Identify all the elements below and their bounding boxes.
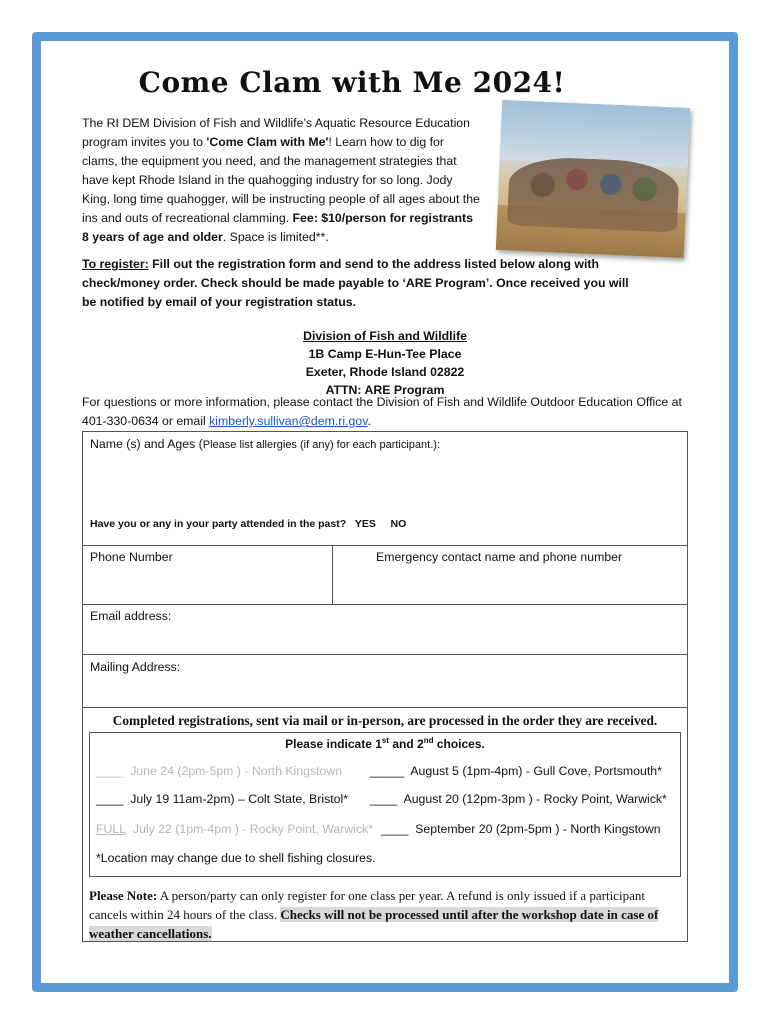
phone-divider [332, 546, 333, 604]
class-option-3[interactable]: ____ July 19 11am-2pm) – Colt State, Bristol* [96, 792, 348, 806]
email-link[interactable]: kimberly.sullivan@dem.ri.gov [209, 414, 368, 428]
class-option-2[interactable]: _____ August 5 (1pm-4pm) - Gull Cove, Portsmouth* [370, 764, 662, 778]
class-option-1[interactable]: ____ June 24 (2pm-5pm ) - North Kingstown [96, 764, 343, 778]
intro-limited: . Space is limited**. [222, 230, 329, 244]
names-hint: Please list allergies (if any) for each participant.): [202, 439, 440, 451]
note-label: Please Note: [89, 888, 158, 903]
choices-heading: Please indicate 1st and 2nd choices. [285, 736, 485, 751]
location-note: *Location may change due to shell fishing closures. [96, 851, 376, 865]
please-note [89, 886, 681, 943]
register-instructions [82, 255, 642, 312]
mailing-address-block [42, 327, 728, 399]
class-option-4[interactable]: ____ August 20 (12pm-3pm ) - Rocky Point, Warwick* [370, 792, 667, 806]
choices-box [89, 732, 681, 877]
yes-option[interactable]: YES [354, 518, 376, 530]
names-label: Name (s) and Ages (Please list allergies (if any) for each participant.): [90, 437, 440, 451]
note-highlight: Checks will not be processed until after the workshop date in case of weather cancellations. [89, 907, 659, 941]
emergency-contact-label[interactable]: Emergency contact name and phone number [376, 550, 623, 564]
intro-text-2: ! Learn how to dig for clams, the equipment you need, and the management strategies that have kept Rhode Island in the quahogging industry for so long. Jody King, long time quahogger, will be instructing people of all ages about the ins and outs of recreational clamming. [82, 135, 480, 225]
address-line-3: Exeter, Rhode Island 02822 [305, 365, 465, 379]
contact-end: . [367, 414, 371, 428]
intro-text: The RI DEM Division of Fish and Wildlife’s Aquatic Resource Education program invites you to [82, 116, 470, 149]
flyer [42, 42, 728, 982]
class-selection-section [83, 708, 687, 943]
names-section[interactable] [83, 432, 687, 546]
past-attendance [90, 518, 406, 530]
register-text: Fill out the registration form and send to the address listed below along with check/money order. Check should be made payable to ‘ARE Program’. Once received you will be notified by email of your registration status. [82, 257, 629, 309]
mailing-label: Mailing Address: [90, 660, 181, 674]
no-option[interactable]: NO [390, 518, 407, 530]
registration-form [82, 431, 688, 942]
past-question: Have you or any in your party attended in the past? [90, 518, 347, 530]
option-blank: ____ [96, 764, 124, 778]
phone-label[interactable]: Phone Number [90, 550, 173, 564]
class-option-5[interactable]: FULL July 22 (1pm-4pm ) - Rocky Point, Warwick* [96, 822, 373, 836]
option-full: FULL [96, 822, 127, 836]
address-line-1: Division of Fish and Wildlife [303, 329, 467, 343]
phone-row [83, 546, 687, 605]
option-blank: ____ [370, 792, 398, 806]
photo-sky [500, 100, 690, 168]
email-label: Email address: [90, 609, 172, 623]
note-text: A person/party can only register for one class per year. A refund is only issued if a participant cancels within 24 hours of the class. [89, 888, 645, 922]
contact-text: For questions or more information, please contact the Division of Fish and Wildlife Outdoor Education Office at 401-330-0634 or email [82, 395, 682, 428]
address-line-2: 1B Camp E-Hun-Tee Place [308, 347, 462, 361]
intro-fee: Fee: $10/person for registrants 8 years of age and older [82, 211, 473, 244]
email-row[interactable] [83, 605, 687, 655]
intro-program-name: 'Come Clam with Me' [206, 135, 329, 149]
register-label: To register: [82, 257, 149, 271]
address-line-4: ATTN: ARE Program [325, 383, 445, 397]
page-title: Come Clam with Me 2024! [138, 66, 566, 99]
option-blank: ____ [96, 792, 124, 806]
option-blank: _____ [370, 764, 405, 778]
photo-crowd [507, 155, 680, 232]
mailing-row[interactable] [83, 655, 687, 708]
class-option-6[interactable]: ____ September 20 (2pm-5pm ) - North Kingstown [381, 822, 661, 836]
processing-notice: Completed registrations, sent via mail or in-person, are processed in the order they are received. [112, 713, 658, 728]
group-photo [496, 100, 690, 258]
option-blank: ____ [381, 822, 409, 836]
contact-paragraph [82, 393, 682, 431]
intro-paragraph [82, 114, 482, 247]
